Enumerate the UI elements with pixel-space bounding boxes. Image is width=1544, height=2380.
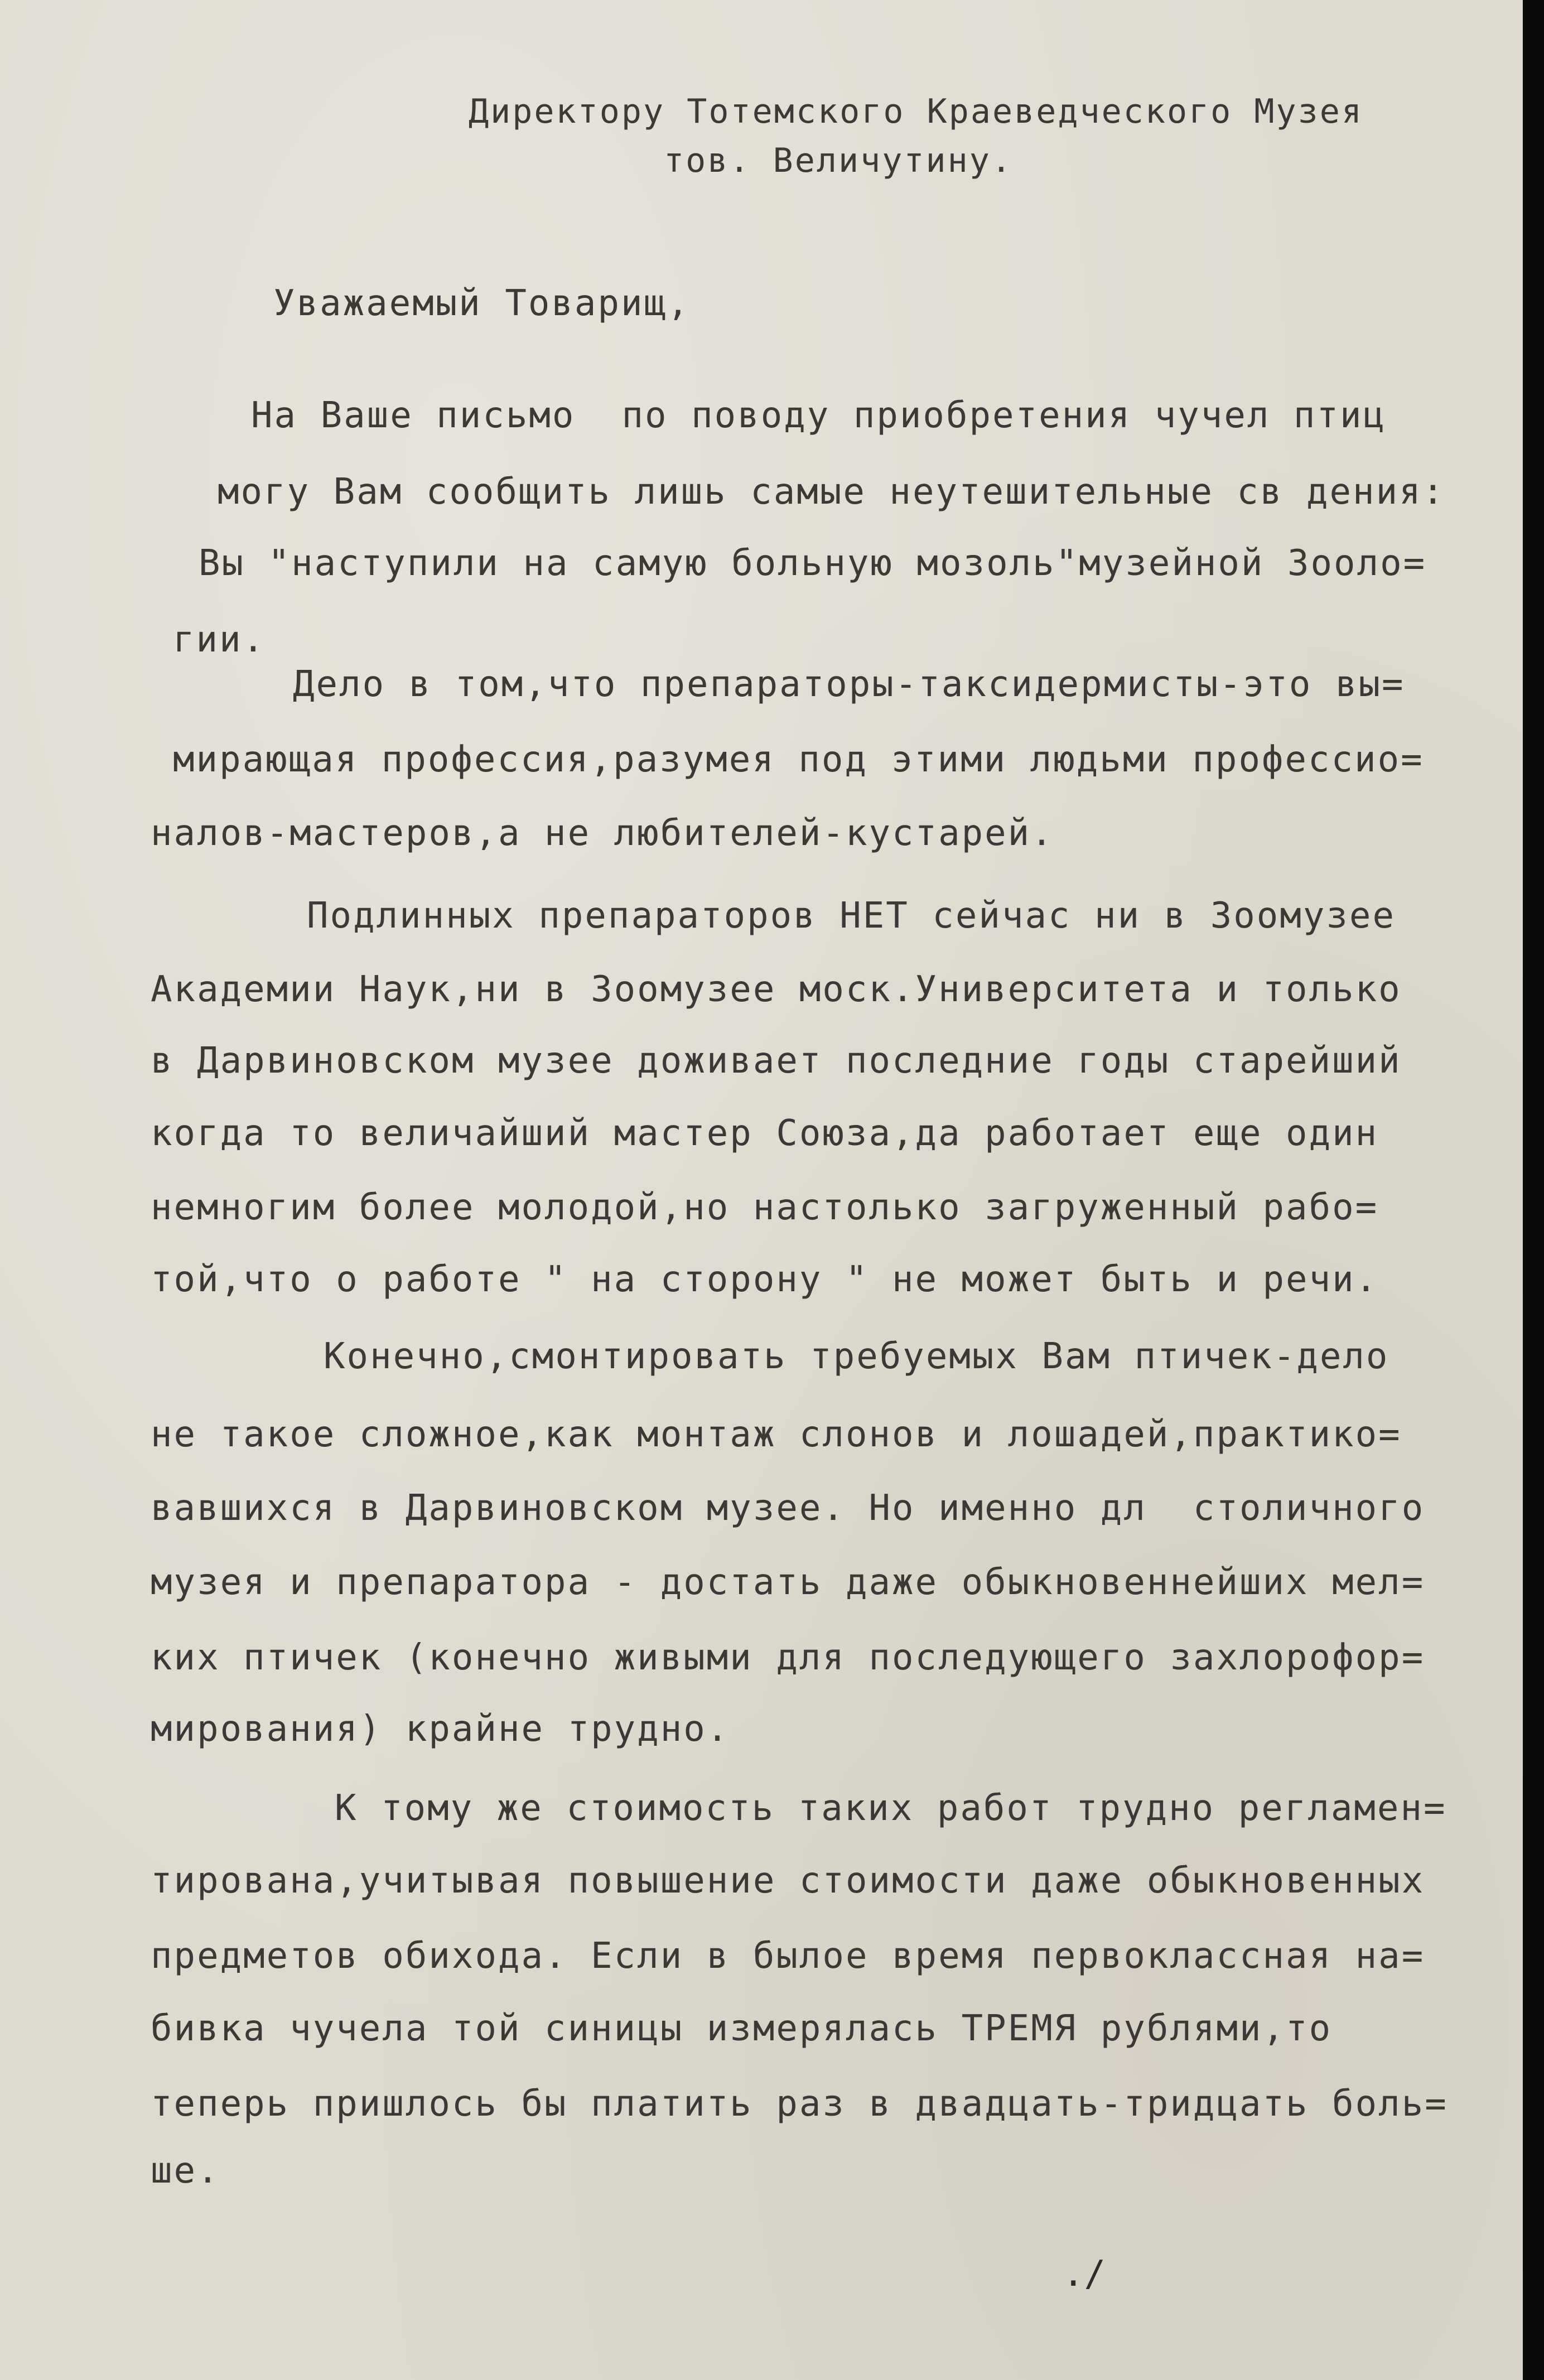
body-line: теперь пришлось бы платить раз в двадцать-тридцать боль= — [151, 2083, 1448, 2125]
body-line: могу Вам сообщить лишь самые неутешительные св дения: — [218, 471, 1446, 513]
body-line: мирования) крайне трудно. — [151, 1708, 730, 1750]
body-line: немногим более молодой,но настолько загруженный рабо= — [151, 1187, 1379, 1228]
body-line: вавшихся в Дарвиновском музее. Но именно дл столичного — [151, 1488, 1425, 1529]
body-line: когда то величайший мастер Союза,да работает еще один — [151, 1113, 1379, 1154]
body-line: Дело в том,что препараторы-таксидермисты-это вы= — [293, 664, 1405, 705]
body-line: той,что о работе " на сторону " не может быть и речи. — [151, 1259, 1379, 1300]
body-line: Конечно,смонтировать требуемых Вам птичек-дело — [324, 1336, 1389, 1377]
addressee-line-1: Директору Тотемского Краеведческого Музея — [469, 92, 1364, 131]
body-line: не такое сложное,как монтаж слонов и лошадей,практико= — [151, 1414, 1402, 1455]
page-continuation-mark: ./ — [1063, 2253, 1106, 2295]
addressee-line-2: тов. Величутину. — [664, 141, 1013, 180]
body-line: К тому же стоимость таких работ трудно регламен= — [335, 1788, 1447, 1829]
dark-background-edge — [1523, 0, 1544, 2380]
body-line: ше. — [151, 2150, 220, 2191]
body-line: тирована,учитывая повышение стоимости даже обыкновенных — [151, 1860, 1425, 1901]
body-line: мирающая профессия,разумея под этими людьми профессио= — [173, 739, 1424, 780]
body-line: гии. — [173, 619, 266, 660]
body-line: предметов обихода. Если в былое время первоклассная на= — [151, 1935, 1425, 1977]
body-line: в Дарвиновском музее доживает последние годы старейший — [151, 1040, 1402, 1082]
body-line: Подлинных препараторов НЕТ сейчас ни в Зоомузее — [307, 895, 1396, 936]
salutation: Уважаемый Товарищ, — [273, 283, 691, 324]
body-line: ких птичек (конечно живыми для последующего захлорофор= — [151, 1637, 1425, 1678]
body-line: музея и препаратора - достать даже обыкновеннейших мел= — [151, 1562, 1425, 1603]
body-line: На Ваше письмо по поводу приобретения чучел птиц — [251, 395, 1387, 436]
body-line: налов-мастеров,а не любителей-кустарей. — [151, 813, 1054, 854]
body-line: бивка чучела той синицы измерялась ТРЕМЯ рублями,то — [151, 2008, 1333, 2049]
body-line: Вы "наступили на самую больную мозоль"музейной Зооло= — [199, 543, 1427, 584]
body-line: Академии Наук,ни в Зоомузее моск.Университета и только — [151, 969, 1402, 1010]
